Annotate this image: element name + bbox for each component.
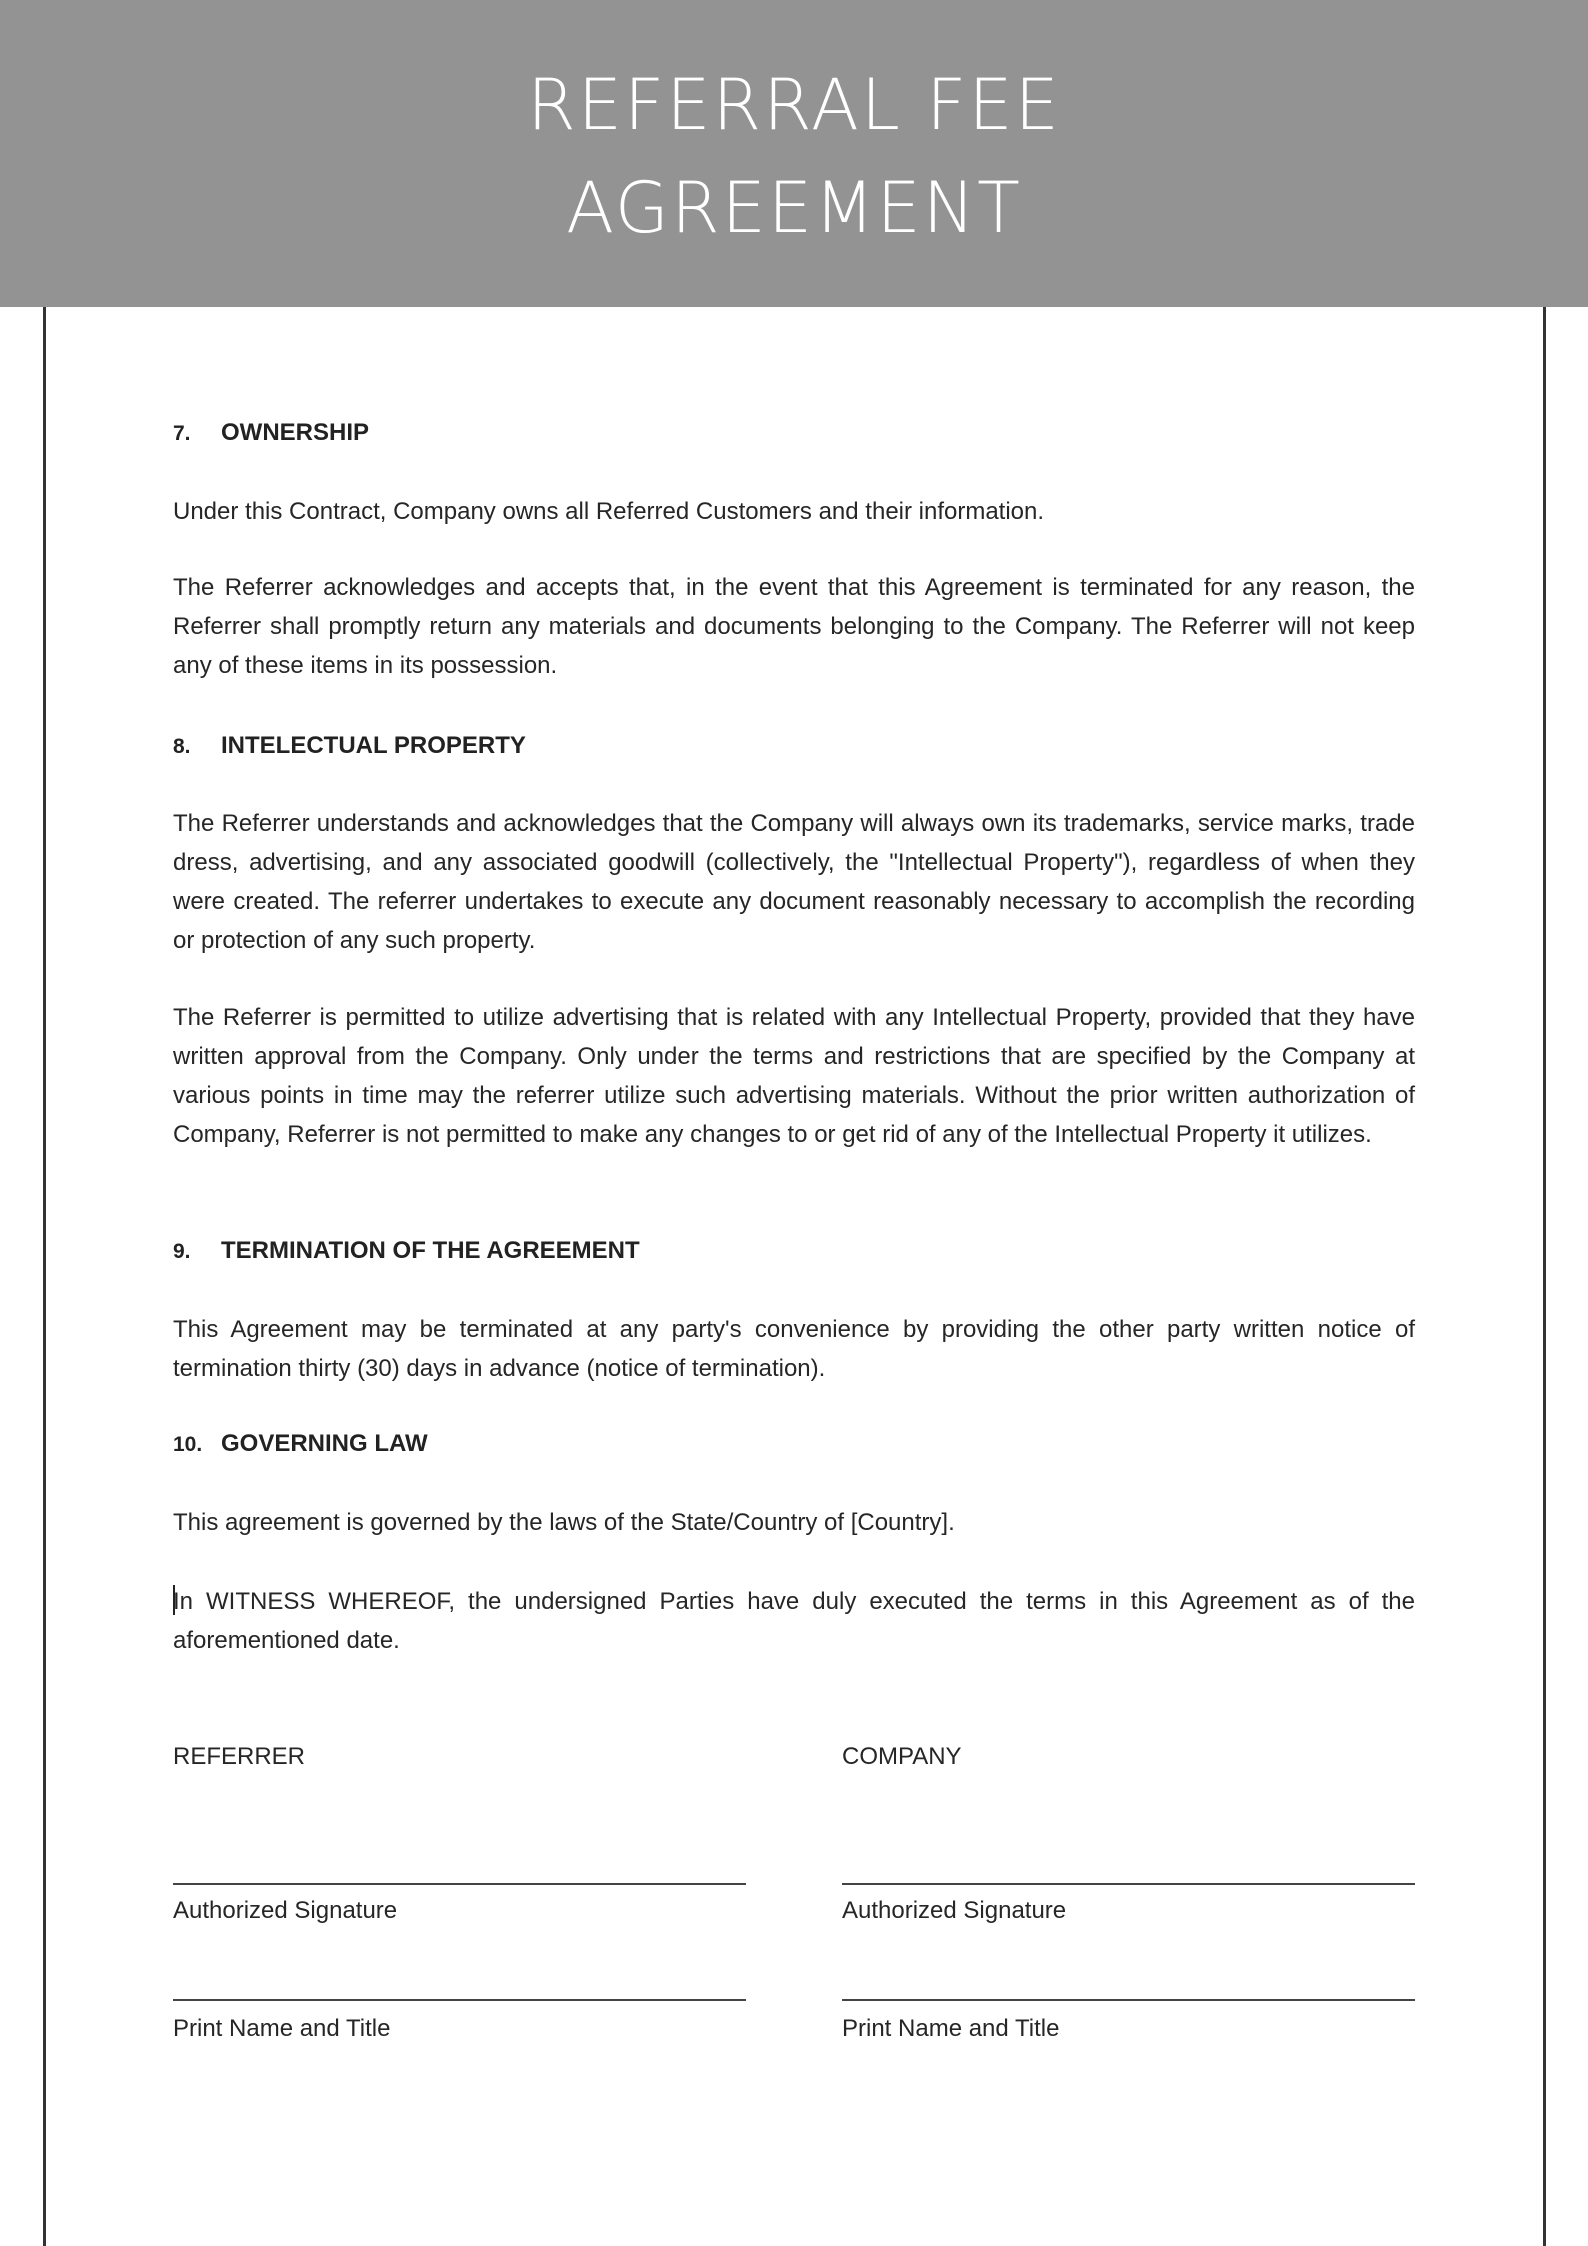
page-border-left	[43, 307, 46, 2246]
document-title-line-1: REFERRAL FEE	[527, 64, 1061, 146]
paragraph: This Agreement may be terminated at any party's convenience by providing the other party written notice of termination thirty (30) days in advance (notice of termination).	[173, 1316, 1415, 1382]
section-heading-intellectual-property: 8. INTELECTUAL PROPERTY	[173, 732, 526, 759]
section-heading-ownership: 7. OWNERSHIP	[173, 419, 370, 446]
company-signature-label: Authorized Signature	[842, 1897, 1067, 1924]
page-border-right	[1543, 307, 1546, 2246]
paragraph: The Referrer acknowledges and accepts that, in the event that this Agreement is terminated for any reason, the Referrer shall promptly return any materials and documents belonging to the Company. The Referrer will not keep any of these items in its possession.	[173, 574, 1415, 679]
referrer-signature-label: Authorized Signature	[173, 1897, 398, 1924]
referrer-name-label: Print Name and Title	[173, 2015, 391, 2042]
paragraph: This agreement is governed by the laws of the State/Country of [Country].	[173, 1509, 955, 1536]
section-heading-governing-law: 10. GOVERNING LAW	[173, 1430, 428, 1457]
witness-paragraph[interactable]: In WITNESS WHEREOF, the undersigned Parties have duly executed the terms in this Agreement as of the aforementioned date.	[173, 1582, 1415, 1660]
referrer-label: REFERRER	[173, 1743, 306, 1770]
paragraph: Under this Contract, Company owns all Referred Customers and their information.	[173, 498, 1045, 525]
paragraph: The Referrer is permitted to utilize advertising that is related with any Intellectual Property, provided that they have written approval from the Company. Only under the terms and restrictions that are specified by the Company at various points in time may the referrer utilize such advertising materials. Without the prior written authorization of Company, Referrer is not permitted to make any changes to or get rid of any of the Intellectual Property it utilizes.	[173, 1004, 1415, 1148]
title-banner	[0, 0, 1588, 307]
document-title-line-2: AGREEMENT	[566, 167, 1022, 249]
company-signature-line[interactable]	[842, 1883, 1415, 1885]
referrer-signature-line[interactable]	[173, 1883, 746, 1885]
paragraph: The Referrer understands and acknowledges that the Company will always own its trademarks, service marks, trade dress, advertising, and any associated goodwill (collectively, the "Intellectual Property"), regardless of when they were created. The referrer undertakes to execute any document reasonably necessary to accomplish the recording or protection of any such property.	[173, 810, 1415, 954]
company-name-line[interactable]	[842, 1999, 1415, 2001]
section-heading-termination: 9. TERMINATION OF THE AGREEMENT	[173, 1237, 640, 1264]
referrer-name-line[interactable]	[173, 1999, 746, 2001]
company-label: COMPANY	[842, 1743, 962, 1770]
company-name-label: Print Name and Title	[842, 2015, 1060, 2042]
